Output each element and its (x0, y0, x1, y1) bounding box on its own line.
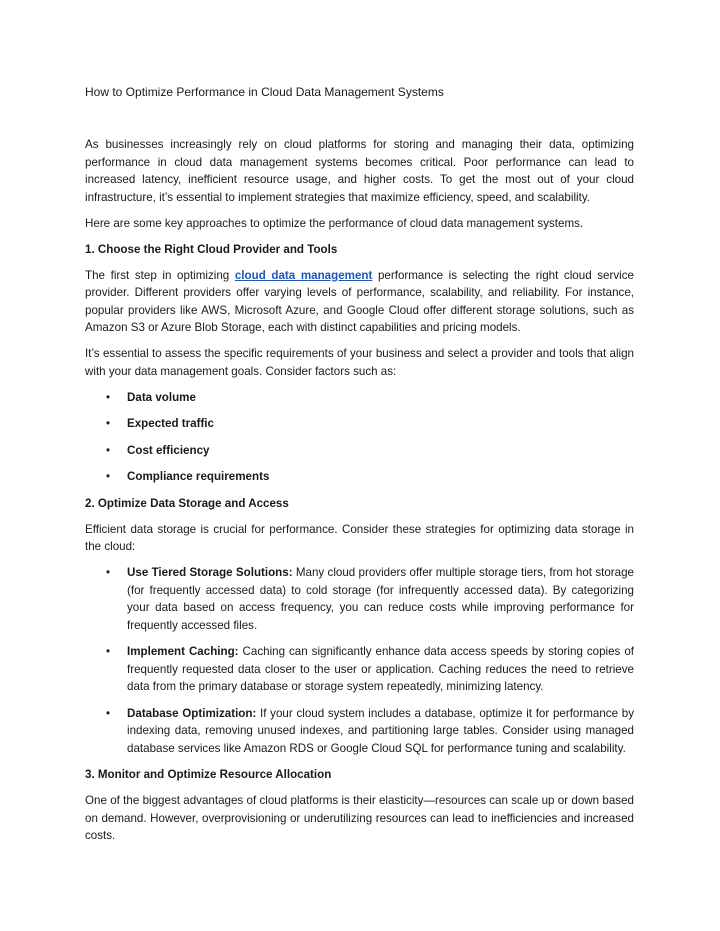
section-1-paragraph-2: It’s essential to assess the specific requirements of your business and select a provider and tools that align with your data management goals. Consider factors such as: (85, 347, 634, 378)
strategy-term: Implement Caching: (127, 645, 239, 658)
strategy-term: Database Optimization: (127, 706, 257, 720)
factors-list (85, 389, 634, 486)
section-1-heading: 1. Choose the Right Cloud Provider and Tools (85, 242, 338, 256)
section-1-p1-before: The first step in optimizing (85, 268, 235, 282)
section-3-heading: 3. Monitor and Optimize Resource Allocation (85, 768, 332, 781)
strategy-text: Many cloud providers offer multiple storage tiers, from hot storage (for frequently accessed data) to cold storage (for infrequently accessed data). By categorizing your data based on access frequency, you can reduce costs while improving performance for frequently accessed files. (127, 566, 634, 632)
strategy-term: Use Tiered Storage Solutions: (127, 566, 293, 579)
page-title: How to Optimize Performance in Cloud Data Management Systems (85, 85, 444, 99)
strategy-text: If your cloud system includes a database, optimize it for performance by indexing data, removing unused indexes, and partitioning large tables. Consider using managed database services like Amazon RDS or Google Cloud SQL for performance tuning and scalability. (127, 706, 634, 755)
factor-label: Expected traffic (127, 417, 214, 430)
intro-paragraph: As businesses increasingly rely on cloud platforms for storing and managing their data, optimizing performance in cloud data management systems becomes critical. Poor performance can lead to increased latency, inefficient resource usage, and higher costs. To get the most out of your cloud infrastructure, it’s essential to implement strategies that maximize efficiency, speed, and scalability. (85, 138, 634, 204)
strategy-text: Caching can significantly enhance data access speeds by storing copies of frequently requested data closer to the user or application. Caching reduces the need to retrieve data from the primary database or storage system repeatedly, minimizing latency. (127, 645, 634, 693)
section-3-paragraph-1: One of the biggest advantages of cloud platforms is their elasticity—resources can scale up or down based on demand. However, overprovisioning or underutilizing resources can lead to inefficiencies and increased costs. (85, 794, 634, 842)
bullet-icon: • (106, 443, 111, 457)
bullet-icon: • (106, 645, 111, 658)
factor-label: Cost efficiency (127, 443, 210, 457)
section-2-heading: 2. Optimize Data Storage and Access (85, 496, 289, 510)
section-1-paragraph-1 (85, 267, 634, 337)
document-body (85, 136, 634, 853)
factor-label: Data volume (127, 390, 196, 404)
factor-label: Compliance requirements (127, 470, 270, 483)
list-item (106, 442, 634, 460)
list-item (106, 564, 634, 634)
section-2-paragraph-1: Efficient data storage is crucial for performance. Consider these strategies for optimizing data storage in the cloud: (85, 522, 634, 553)
cloud-data-management-link[interactable]: cloud data management (234, 268, 373, 282)
bullet-icon: • (106, 390, 111, 404)
lead-in-paragraph: Here are some key approaches to optimize the performance of cloud data management systems. (85, 216, 584, 230)
list-item (106, 415, 634, 433)
section-1-p1-after: performance is selecting the right cloud service provider. Different providers offer varying levels of performance, scalability, and reliability. For instance, popular providers like AWS, Microsoft Azure, and Google Cloud offer different storage solutions, such as Amazon S3 or Azure Blob Storage, each with distinct capabilities and pricing models. (85, 268, 634, 334)
list-item (106, 643, 634, 696)
strategies-list (85, 564, 634, 757)
bullet-icon: • (106, 566, 111, 579)
bullet-icon: • (106, 417, 111, 430)
list-item (106, 705, 634, 758)
list-item (106, 389, 634, 407)
bullet-icon: • (106, 706, 111, 720)
bullet-icon: • (106, 470, 111, 483)
list-item (106, 468, 634, 486)
